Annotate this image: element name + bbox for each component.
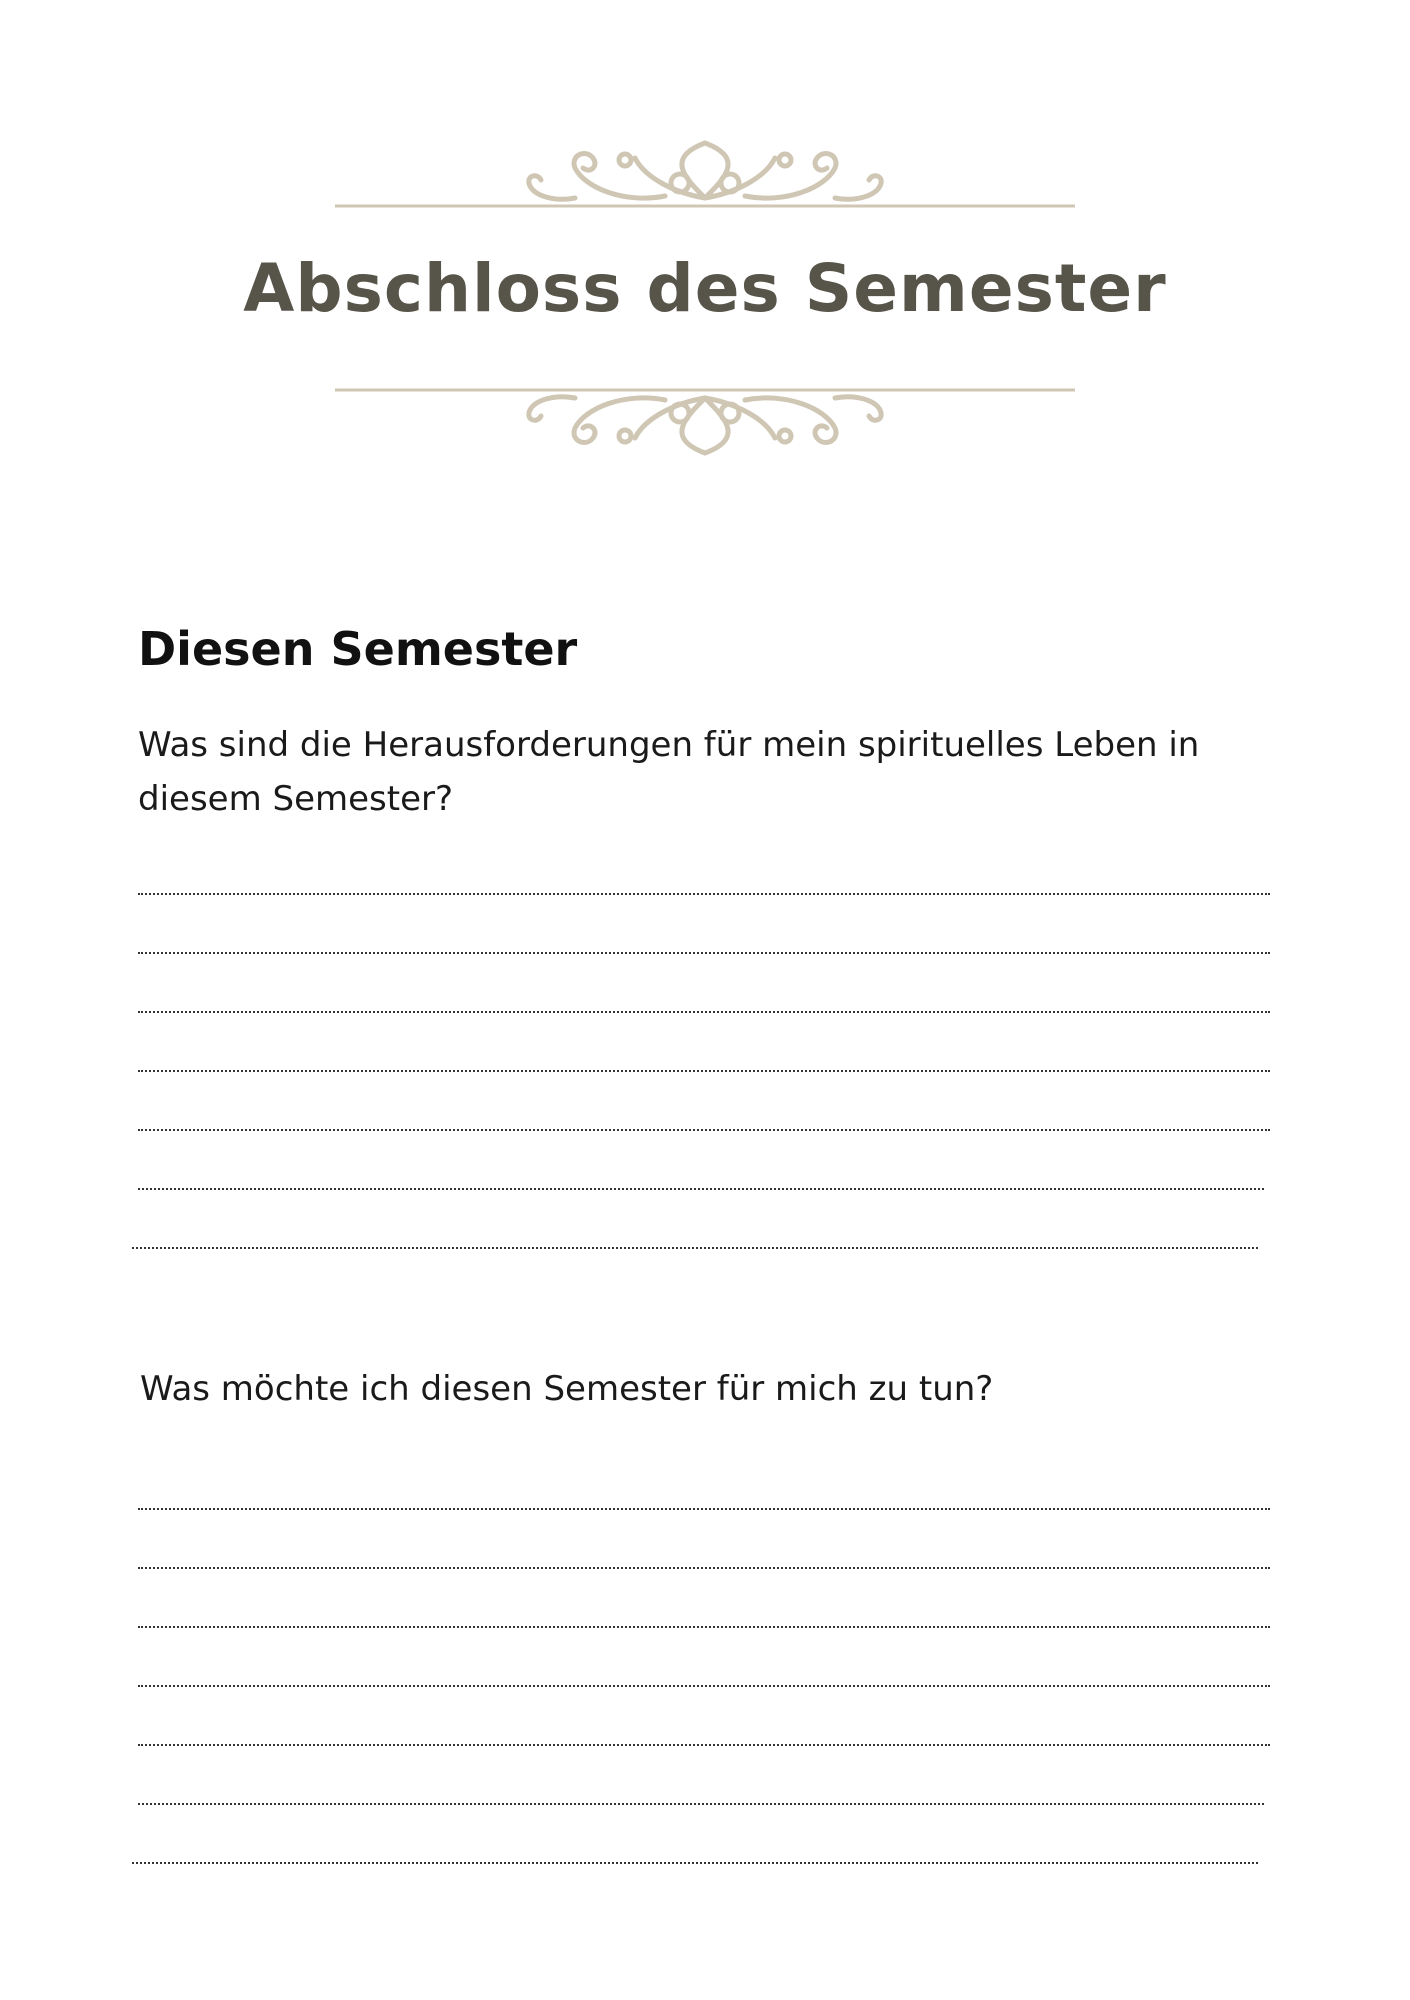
ornament-flourish-icon xyxy=(335,378,1075,458)
answer-line[interactable] xyxy=(138,1626,1270,1628)
answer-line[interactable] xyxy=(138,1685,1270,1687)
answer-lines-2 xyxy=(138,1508,1270,1921)
answer-line[interactable] xyxy=(138,1508,1270,1510)
question-2: Was möchte ich diesen Semester für mich zu tun? xyxy=(140,1369,994,1409)
question-1: Was sind die Herausforderungen für mein spirituelles Leben in diesem Semester? xyxy=(138,725,1200,819)
answer-line[interactable] xyxy=(132,1862,1258,1864)
top-ornament-divider xyxy=(335,138,1075,218)
answer-line[interactable] xyxy=(138,1803,1264,1805)
answer-line[interactable] xyxy=(138,1188,1264,1190)
page-title: Abschloss des Semester xyxy=(243,250,1167,327)
bottom-ornament-divider xyxy=(335,378,1075,458)
section-heading: Diesen Semester xyxy=(138,622,578,676)
answer-line[interactable] xyxy=(138,1744,1270,1746)
answer-line[interactable] xyxy=(138,952,1270,954)
answer-lines-1 xyxy=(138,893,1270,1306)
answer-line[interactable] xyxy=(132,1247,1258,1249)
answer-line[interactable] xyxy=(138,893,1270,895)
answer-line[interactable] xyxy=(138,1567,1270,1569)
answer-line[interactable] xyxy=(138,1129,1270,1131)
answer-line[interactable] xyxy=(138,1011,1270,1013)
answer-line[interactable] xyxy=(138,1070,1270,1072)
ornament-flourish-icon xyxy=(335,138,1075,218)
